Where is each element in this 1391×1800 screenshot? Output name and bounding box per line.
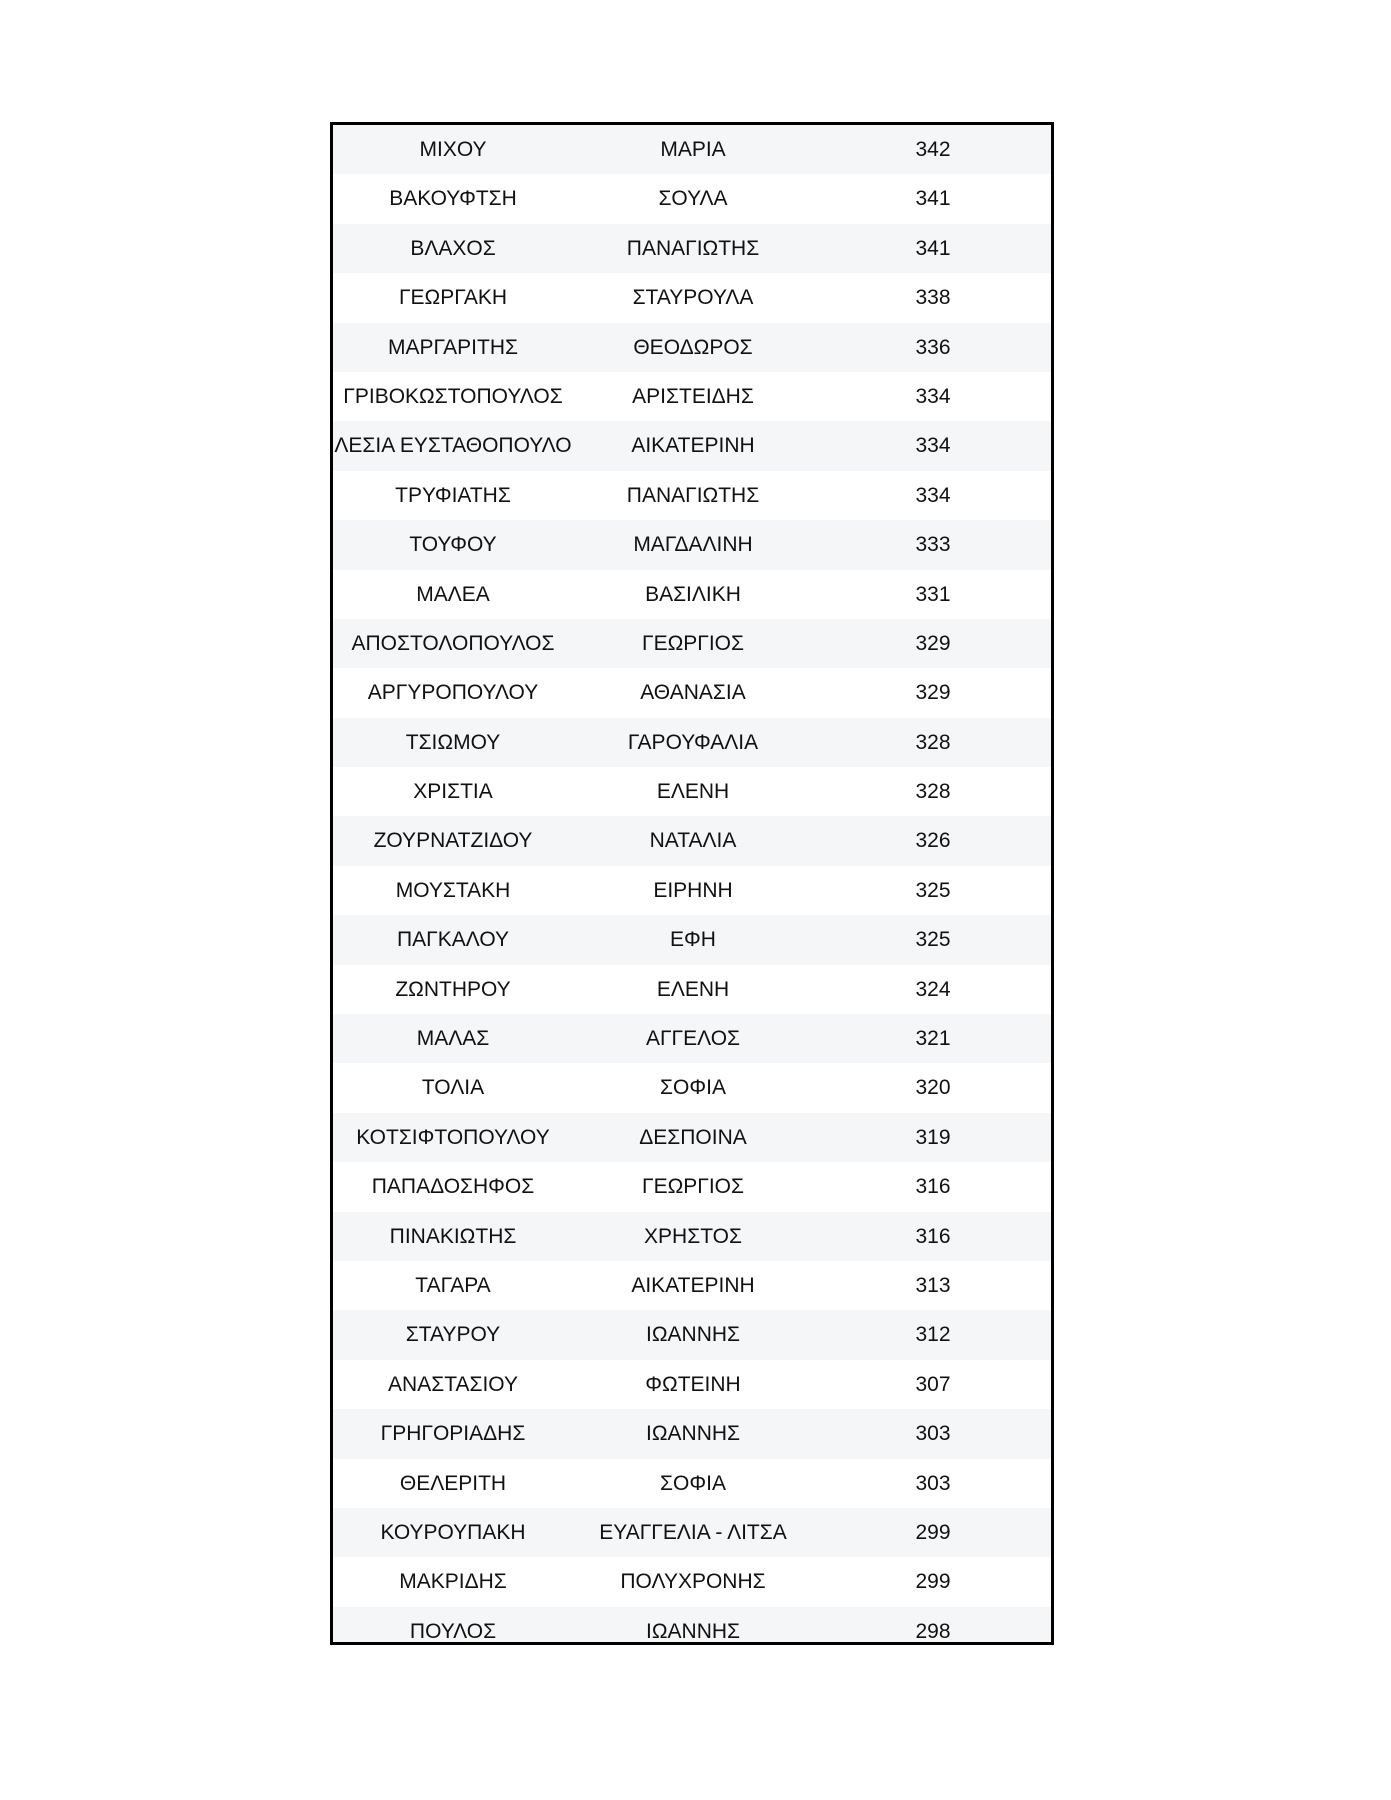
first-name-cell: ΝΑΤΑΛΙΑ [649,829,737,853]
score-cell: 316 [915,1175,951,1199]
surname-cell: ΛΕΣΙΑ ΕΥΣΤΑΘΟΠΟΥΛΟ [334,434,572,458]
first-name-cell: ΓΑΡΟΥΦΑΛΙΑ [627,730,759,754]
score-cell: 328 [915,780,951,804]
surname-cell: ΤΣΙΩΜΟΥ [405,730,501,754]
surname-cell: ΚΟΥΡΟΥΠΑΚΗ [380,1520,526,1544]
table-row [333,718,1051,767]
surname-cell: ΠΟΥΛΟΣ [409,1619,497,1643]
surname-cell: ΒΑΚΟΥΦΤΣΗ [389,187,517,211]
score-cell: 326 [915,829,951,853]
table-row [333,1310,1051,1359]
first-name-cell: ΙΩΑΝΝΗΣ [645,1422,741,1446]
score-cell: 307 [915,1372,951,1396]
score-cell: 325 [915,878,951,902]
table-row [333,1113,1051,1162]
table-row [333,1508,1051,1557]
first-name-cell: ΑΙΚΑΤΕΡΙΝΗ [631,434,755,458]
first-name-cell: ΕΙΡΗΝΗ [653,878,733,902]
score-cell: 336 [915,335,951,359]
table-row [333,1360,1051,1409]
first-name-cell: ΦΩΤΕΙΝΗ [645,1372,741,1396]
first-name-cell: ΠΑΝΑΓΙΩΤΗΣ [626,236,760,260]
surname-cell: ΑΡΓΥΡΟΠΟΥΛΟΥ [367,681,539,705]
surname-cell: ΤΟΥΦΟΥ [409,533,497,557]
surname-cell: ΚΟΤΣΙΦΤΟΠΟΥΛΟΥ [356,1125,550,1149]
surname-cell: ΑΠΟΣΤΟΛΟΠΟΥΛΟΣ [351,631,555,655]
first-name-cell: ΘΕΟΔΩΡΟΣ [633,335,753,359]
score-cell: 329 [915,681,951,705]
surname-cell: ΜΑΛΑΣ [416,1027,490,1051]
surname-cell: ΜΑΛΕΑ [416,582,490,606]
score-cell: 303 [915,1422,951,1446]
score-cell: 319 [915,1125,951,1149]
table-row [333,1063,1051,1112]
first-name-cell: ΣΟΦΙΑ [660,1471,726,1495]
surname-cell: ΖΩΝΤΗΡΟΥ [395,977,511,1001]
table-row [333,1607,1051,1645]
score-cell: 334 [915,434,951,458]
table-row [333,866,1051,915]
table-row [333,915,1051,964]
surname-cell: ΓΡΗΓΟΡΙΑΔΗΣ [380,1422,526,1446]
score-cell: 329 [915,631,951,655]
score-cell: 299 [915,1570,951,1594]
score-cell: 342 [915,138,951,161]
score-cell: 325 [915,928,951,952]
surname-cell: ΒΛΑΧΟΣ [410,236,496,260]
surname-cell: ΠΑΠΑΔΟΣΗΦΟΣ [371,1175,535,1199]
surname-cell: ΣΤΑΥΡΟΥ [405,1323,501,1347]
first-name-cell: ΑΙΚΑΤΕΡΙΝΗ [631,1273,755,1297]
results-table [330,122,1054,1645]
table-row [333,372,1051,421]
table-row [333,1212,1051,1261]
first-name-cell: ΕΛΕΝΗ [656,977,730,1001]
table-row [333,125,1051,174]
table-row [333,1557,1051,1606]
first-name-cell: ΜΑΓΔΑΛΙΝΗ [633,533,753,557]
first-name-cell: ΙΩΑΝΝΗΣ [645,1323,741,1347]
score-cell: 341 [915,236,951,260]
score-cell: 331 [915,582,951,606]
score-cell: 316 [915,1224,951,1248]
score-cell: 298 [915,1619,951,1643]
first-name-cell: ΕΛΕΝΗ [656,780,730,804]
surname-cell: ΤΟΛΙΑ [421,1076,485,1100]
table-row [333,570,1051,619]
first-name-cell: ΙΩΑΝΝΗΣ [645,1619,741,1643]
table-row [333,816,1051,865]
table-body [333,125,1051,1645]
table-row [333,619,1051,668]
first-name-cell: ΧΡΗΣΤΟΣ [644,1224,742,1248]
score-cell: 320 [915,1076,951,1100]
surname-cell: ΜΟΥΣΤΑΚΗ [395,878,511,902]
score-cell: 338 [915,286,951,310]
surname-cell: ΓΡΙΒΟΚΩΣΤΟΠΟΥΛΟΣ [343,384,563,408]
score-cell: 334 [915,483,951,507]
first-name-cell: ΣΤΑΥΡΟΥΛΑ [632,286,754,310]
first-name-cell: ΠΟΛΥΧΡΟΝΗΣ [620,1570,766,1594]
first-name-cell: ΒΑΣΙΛΙΚΗ [645,582,741,606]
score-cell: 313 [915,1273,951,1297]
score-cell: 324 [915,977,951,1001]
table-row [333,224,1051,273]
first-name-cell: ΓΕΩΡΓΙΟΣ [642,1175,744,1199]
first-name-cell: ΕΥΑΓΓΕΛΙΑ - ΛΙΤΣΑ [599,1520,787,1544]
surname-cell: ΠΙΝΑΚΙΩΤΗΣ [389,1224,517,1248]
table-row [333,1162,1051,1211]
table-row [333,520,1051,569]
surname-cell: ΘΕΛΕΡΙΤΗ [399,1471,507,1495]
table-row [333,174,1051,223]
table-row [333,767,1051,816]
first-name-cell: ΔΕΣΠΟΙΝΑ [639,1125,747,1149]
surname-cell: ΖΟΥΡΝΑΤΖΙΔΟΥ [373,829,533,853]
table-row [333,421,1051,470]
surname-cell: ΑΝΑΣΤΑΣΙΟΥ [388,1372,518,1396]
table-row [333,273,1051,322]
score-cell: 321 [915,1027,951,1051]
surname-cell: ΤΑΓΑΡΑ [415,1273,491,1297]
table-row [333,668,1051,717]
first-name-cell: ΣΟΥΛΑ [658,187,728,211]
score-cell: 312 [915,1323,951,1347]
table-row [333,1409,1051,1458]
first-name-cell: ΕΦΗ [670,928,716,952]
first-name-cell: ΓΕΩΡΓΙΟΣ [642,631,744,655]
table-row [333,471,1051,520]
score-cell: 341 [915,187,951,211]
surname-cell: ΜΑΡΓΑΡΙΤΗΣ [388,335,518,359]
table-row [333,323,1051,372]
first-name-cell: ΠΑΝΑΓΙΩΤΗΣ [626,483,760,507]
score-cell: 328 [915,730,951,754]
first-name-cell: ΜΑΡΙΑ [660,138,726,161]
first-name-cell: ΑΡΙΣΤΕΙΔΗΣ [632,384,754,408]
table-row [333,965,1051,1014]
score-cell: 303 [915,1471,951,1495]
surname-cell: ΧΡΙΣΤΙΑ [413,780,493,804]
first-name-cell: ΑΘΑΝΑΣΙΑ [640,681,746,705]
surname-cell: ΓΕΩΡΓΑΚΗ [398,286,508,310]
score-cell: 299 [915,1520,951,1544]
table-row [333,1459,1051,1508]
table-row [333,1261,1051,1310]
surname-cell: ΜΙΧΟΥ [419,138,487,161]
surname-cell: ΜΑΚΡΙΔΗΣ [399,1570,507,1594]
first-name-cell: ΑΓΓΕΛΟΣ [645,1027,741,1051]
score-cell: 333 [915,533,951,557]
score-cell: 334 [915,384,951,408]
surname-cell: ΠΑΓΚΑΛΟΥ [396,928,510,952]
table-row [333,1014,1051,1063]
first-name-cell: ΣΟΦΙΑ [660,1076,726,1100]
surname-cell: ΤΡΥΦΙΑΤΗΣ [395,483,511,507]
